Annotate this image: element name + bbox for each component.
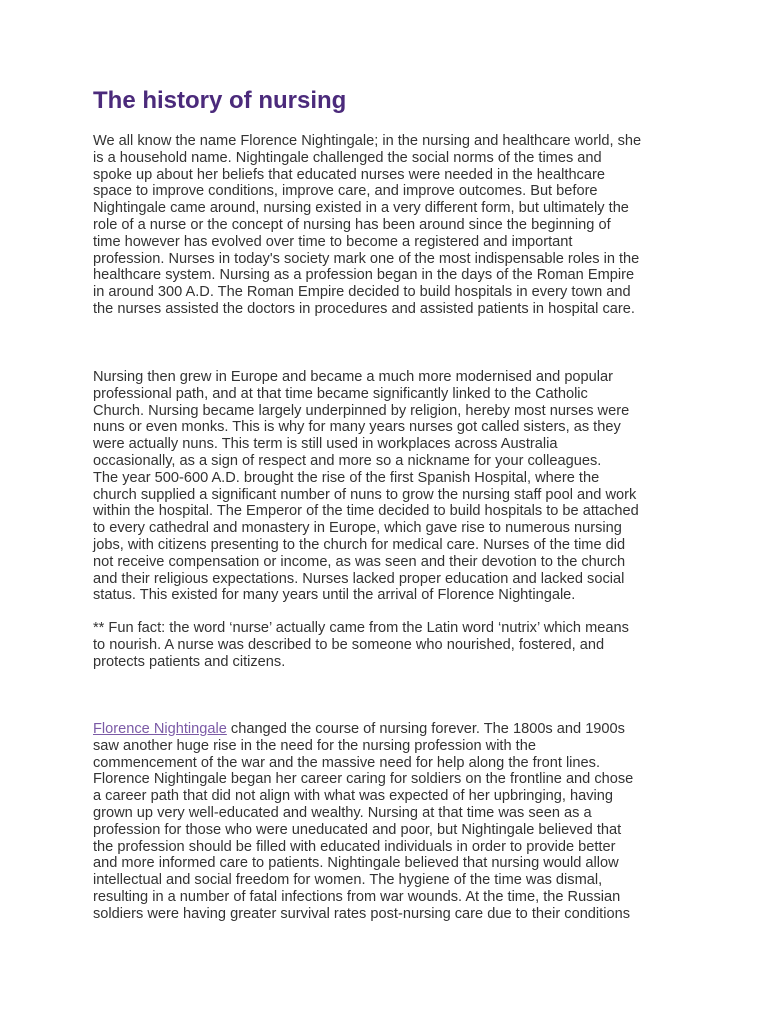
text-line: profession. Nurses in today's society mark one of the most indispensable roles in the <box>93 250 640 267</box>
paragraph-fun-fact <box>93 620 683 670</box>
text-line: jobs, with citizens presenting to the church for medical care. Nurses of the time did <box>93 536 626 553</box>
text-line: within the hospital. The Emperor of the time decided to build hospitals to be attached <box>93 503 639 520</box>
paragraph-florence-nightingale <box>93 721 683 923</box>
text-line: protects patients and citizens. <box>93 653 286 670</box>
text-line: and more informed care to patients. Nightingale believed that nursing would allow <box>93 855 619 872</box>
text-line: the profession should be filled with educated individuals in order to provide better <box>93 838 616 855</box>
text-line: a career path that did not align with what was expected of her upbringing, having <box>93 788 614 805</box>
text-line: profession for those who were uneducated and poor, but Nightingale believed that <box>93 821 622 838</box>
text-line: in around 300 A.D. The Roman Empire decided to build hospitals in every town and <box>93 284 631 301</box>
paragraph-roman-empire <box>93 133 683 318</box>
text-line: nuns or even monks. This is why for many years nurses got called sisters, as they <box>93 419 621 436</box>
text-line: role of a nurse or the concept of nursing has been around since the beginning of <box>93 216 611 233</box>
text-line: the nurses assisted the doctors in procedures and assisted patients in hospital care. <box>93 300 635 317</box>
text-line: to nourish. A nurse was described to be someone who nourished, fostered, and <box>93 636 605 653</box>
first-line-rest: changed the course of nursing forever. The 1800s and 1900s <box>226 721 625 737</box>
text-line: occasionally, as a sign of respect and more so a nickname for your colleagues. <box>93 452 602 469</box>
text-line: resulting in a number of fatal infections from war wounds. At the time, the Russian <box>93 888 621 905</box>
text-line <box>93 721 683 738</box>
text-line: ** Fun fact: the word ‘nurse’ actually came from the Latin word ‘nutrix’ which means <box>93 620 629 636</box>
paragraph-europe-church <box>93 369 683 604</box>
text-line: Nightingale came around, nursing existed in a very different form, but ultimately the <box>93 200 629 217</box>
text-line: time however has evolved over time to become a registered and important <box>93 233 573 250</box>
text-line: commencement of the war and the massive need for help along the front lines. <box>93 754 601 771</box>
text-line: grown up very well-educated and wealthy. Nursing at that time was seen as a <box>93 804 592 821</box>
text-line: church supplied a significant number of nuns to grow the nursing staff pool and work <box>93 486 637 503</box>
text-line: not receive compensation or income, as was seen and their devotion to the church <box>93 553 626 570</box>
text-line: space to improve conditions, improve care, and improve outcomes. But before <box>93 183 598 200</box>
text-line: status. This existed for many years until the arrival of Florence Nightingale. <box>93 587 576 604</box>
text-line: We all know the name Florence Nightingale; in the nursing and healthcare world, she <box>93 133 642 149</box>
text-line: The year 500-600 A.D. brought the rise of the first Spanish Hospital, where the <box>93 469 600 486</box>
page-title: The history of nursing <box>93 87 347 114</box>
text-line: to every cathedral and monastery in Europe, which gave rise to numerous nursing <box>93 520 622 537</box>
text-line: Florence Nightingale began her career caring for soldiers on the frontline and chose <box>93 771 634 788</box>
text-line: saw another huge rise in the need for the nursing profession with the <box>93 737 536 754</box>
text-line: intellectual and social freedom for women. The hygiene of the time was dismal, <box>93 872 603 889</box>
text-line: Church. Nursing became largely underpinned by religion, hereby most nurses were <box>93 402 630 419</box>
text-line: Nursing then grew in Europe and became a much more modernised and popular <box>93 369 614 385</box>
text-line: is a household name. Nightingale challenged the social norms of the times and <box>93 149 602 166</box>
text-line: healthcare system. Nursing as a profession began in the days of the Roman Empire <box>93 267 635 284</box>
text-line: were actually nuns. This term is still used in workplaces across Australia <box>93 436 558 453</box>
text-line: spoke up about her beliefs that educated nurses were needed in the healthcare <box>93 166 605 183</box>
text-line: and their religious expectations. Nurses lacked proper education and lacked social <box>93 570 625 587</box>
text-line: professional path, and at that time became significantly linked to the Catholic <box>93 385 588 402</box>
text-line: soldiers were having greater survival rates post-nursing care due to their conditions <box>93 905 630 922</box>
florence-nightingale-link[interactable]: Florence Nightingale <box>93 721 227 737</box>
